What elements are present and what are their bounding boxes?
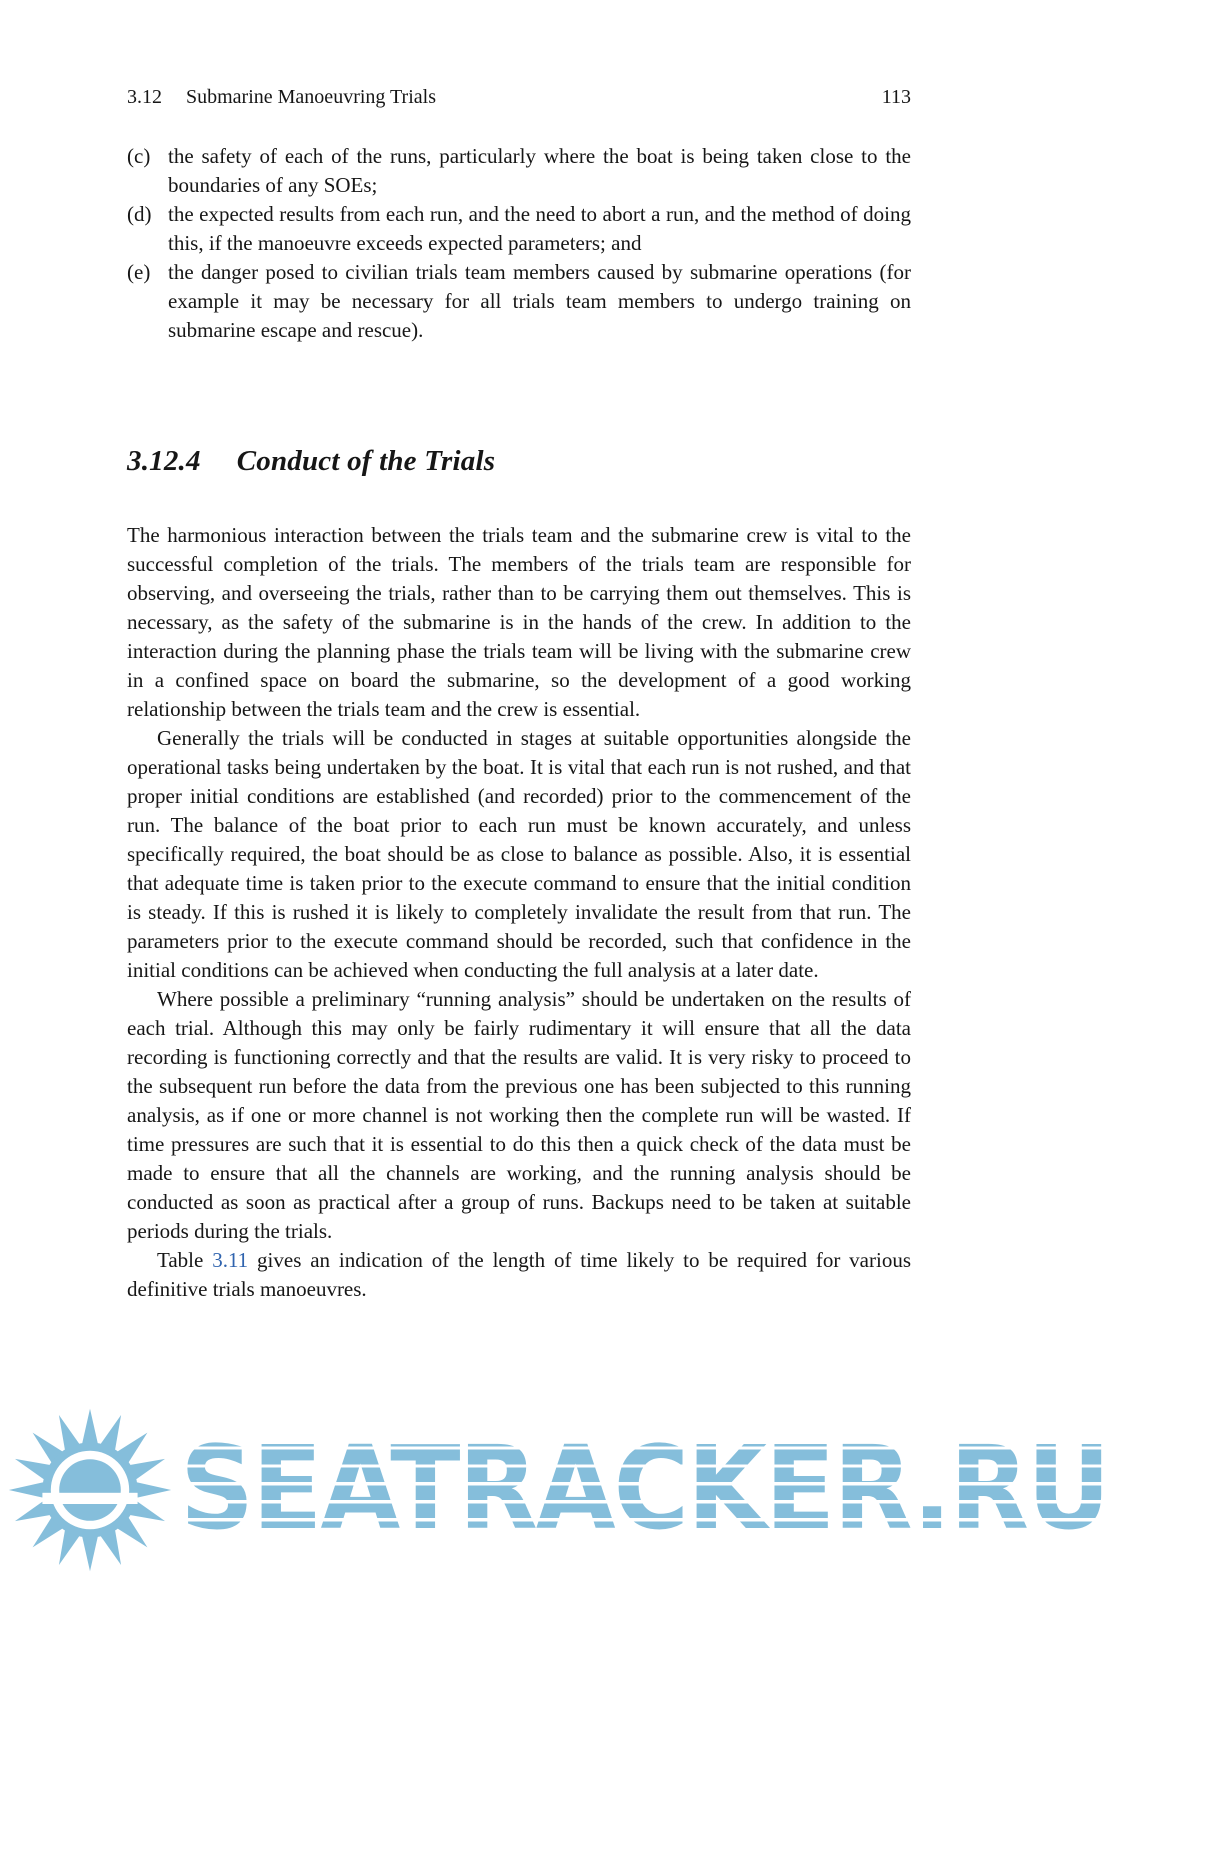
paragraph-table-reference xyxy=(127,1246,911,1304)
section-heading xyxy=(127,445,911,478)
page-content xyxy=(127,86,911,1304)
running-head-section-title: Submarine Manoeuvring Trials xyxy=(186,86,436,108)
list-item-text: the safety of each of the runs, particularly where the boat is being taken close to the boundaries of any SOEs; xyxy=(168,144,911,197)
watermark-text: SEATRACKER.RU xyxy=(180,1421,1109,1557)
list-item-text: the danger posed to civilian trials team members caused by submarine operations (for example it may be necessary for all trials team members to undergo training on submarine escape and rescue). xyxy=(168,260,911,342)
list-item-e xyxy=(127,258,911,345)
running-head xyxy=(127,86,911,109)
list-item-label: (c) xyxy=(127,144,151,168)
table-ref-prefix: Table xyxy=(157,1248,213,1272)
sun-icon xyxy=(6,1406,174,1574)
paragraph: Where possible a preliminary “running analysis” should be undertaken on the results of each trial. Although this may only be fairly rudimentary it will ensure that all the data recording is functioning correctly and that the results are valid. It is very risky to proceed to the subsequent run before the data from the previous one has been subjected to this running analysis, as if one or more channel is not working then the complete run will be wasted. If time pressures are such that it is essential to do this then a quick check of the data must be made to ensure that all the channels are working, and the running analysis should be conducted as soon as practical after a group of runs. Backups need to be taken at suitable periods during the trials. xyxy=(127,987,911,1243)
section-heading-number: 3.12.4 xyxy=(127,445,201,477)
page-number: 113 xyxy=(881,86,911,108)
watermark xyxy=(6,1402,1218,1577)
table-ref-suffix: gives an indication of the length of time likely to be required for various definitive trials manoeuvres. xyxy=(127,1248,911,1301)
section-heading-title: Conduct of the Trials xyxy=(236,445,496,477)
table-ref-link[interactable]: 3.11 xyxy=(212,1248,249,1272)
running-head-section-number: 3.12 xyxy=(127,86,162,108)
list-item-label: (d) xyxy=(127,202,152,226)
list-item-label: (e) xyxy=(127,260,151,284)
lettered-list xyxy=(127,142,911,345)
list-item-d xyxy=(127,200,911,258)
list-item-text: the expected results from each run, and the need to abort a run, and the method of doing this, if the manoeuvre exceeds expected parameters; and xyxy=(168,202,911,255)
paragraph: Generally the trials will be conducted in stages at suitable opportunities alongside the operational tasks being undertaken by the boat. It is vital that each run is not rushed, and that proper initial conditions are established (and recorded) prior to the commencement of the run. The balance of the boat prior to each run must be known accurately, and unless specifically required, the boat should be as close to balance as possible. Also, it is essential that adequate time is taken prior to the execute command to ensure that the initial condition is steady. If this is rushed it is likely to completely invalidate the result from that run. The parameters prior to the execute command should be recorded, such that confidence in the initial conditions can be achieved when conducting the full analysis at a later date. xyxy=(127,726,911,982)
paragraph: The harmonious interaction between the trials team and the submarine crew is vital to the successful completion of the trials. The members of the trials team are responsible for observing, and overseeing the trials, rather than to be carrying them out themselves. This is necessary, as the safety of the submarine is in the hands of the crew. In addition to the interaction during the planning phase the trials team will be living with the submarine crew in a confined space on board the submarine, so the development of a good working relationship between the trials team and the crew is essential. xyxy=(127,523,911,721)
list-item-c xyxy=(127,142,911,200)
running-head-section xyxy=(127,86,436,109)
